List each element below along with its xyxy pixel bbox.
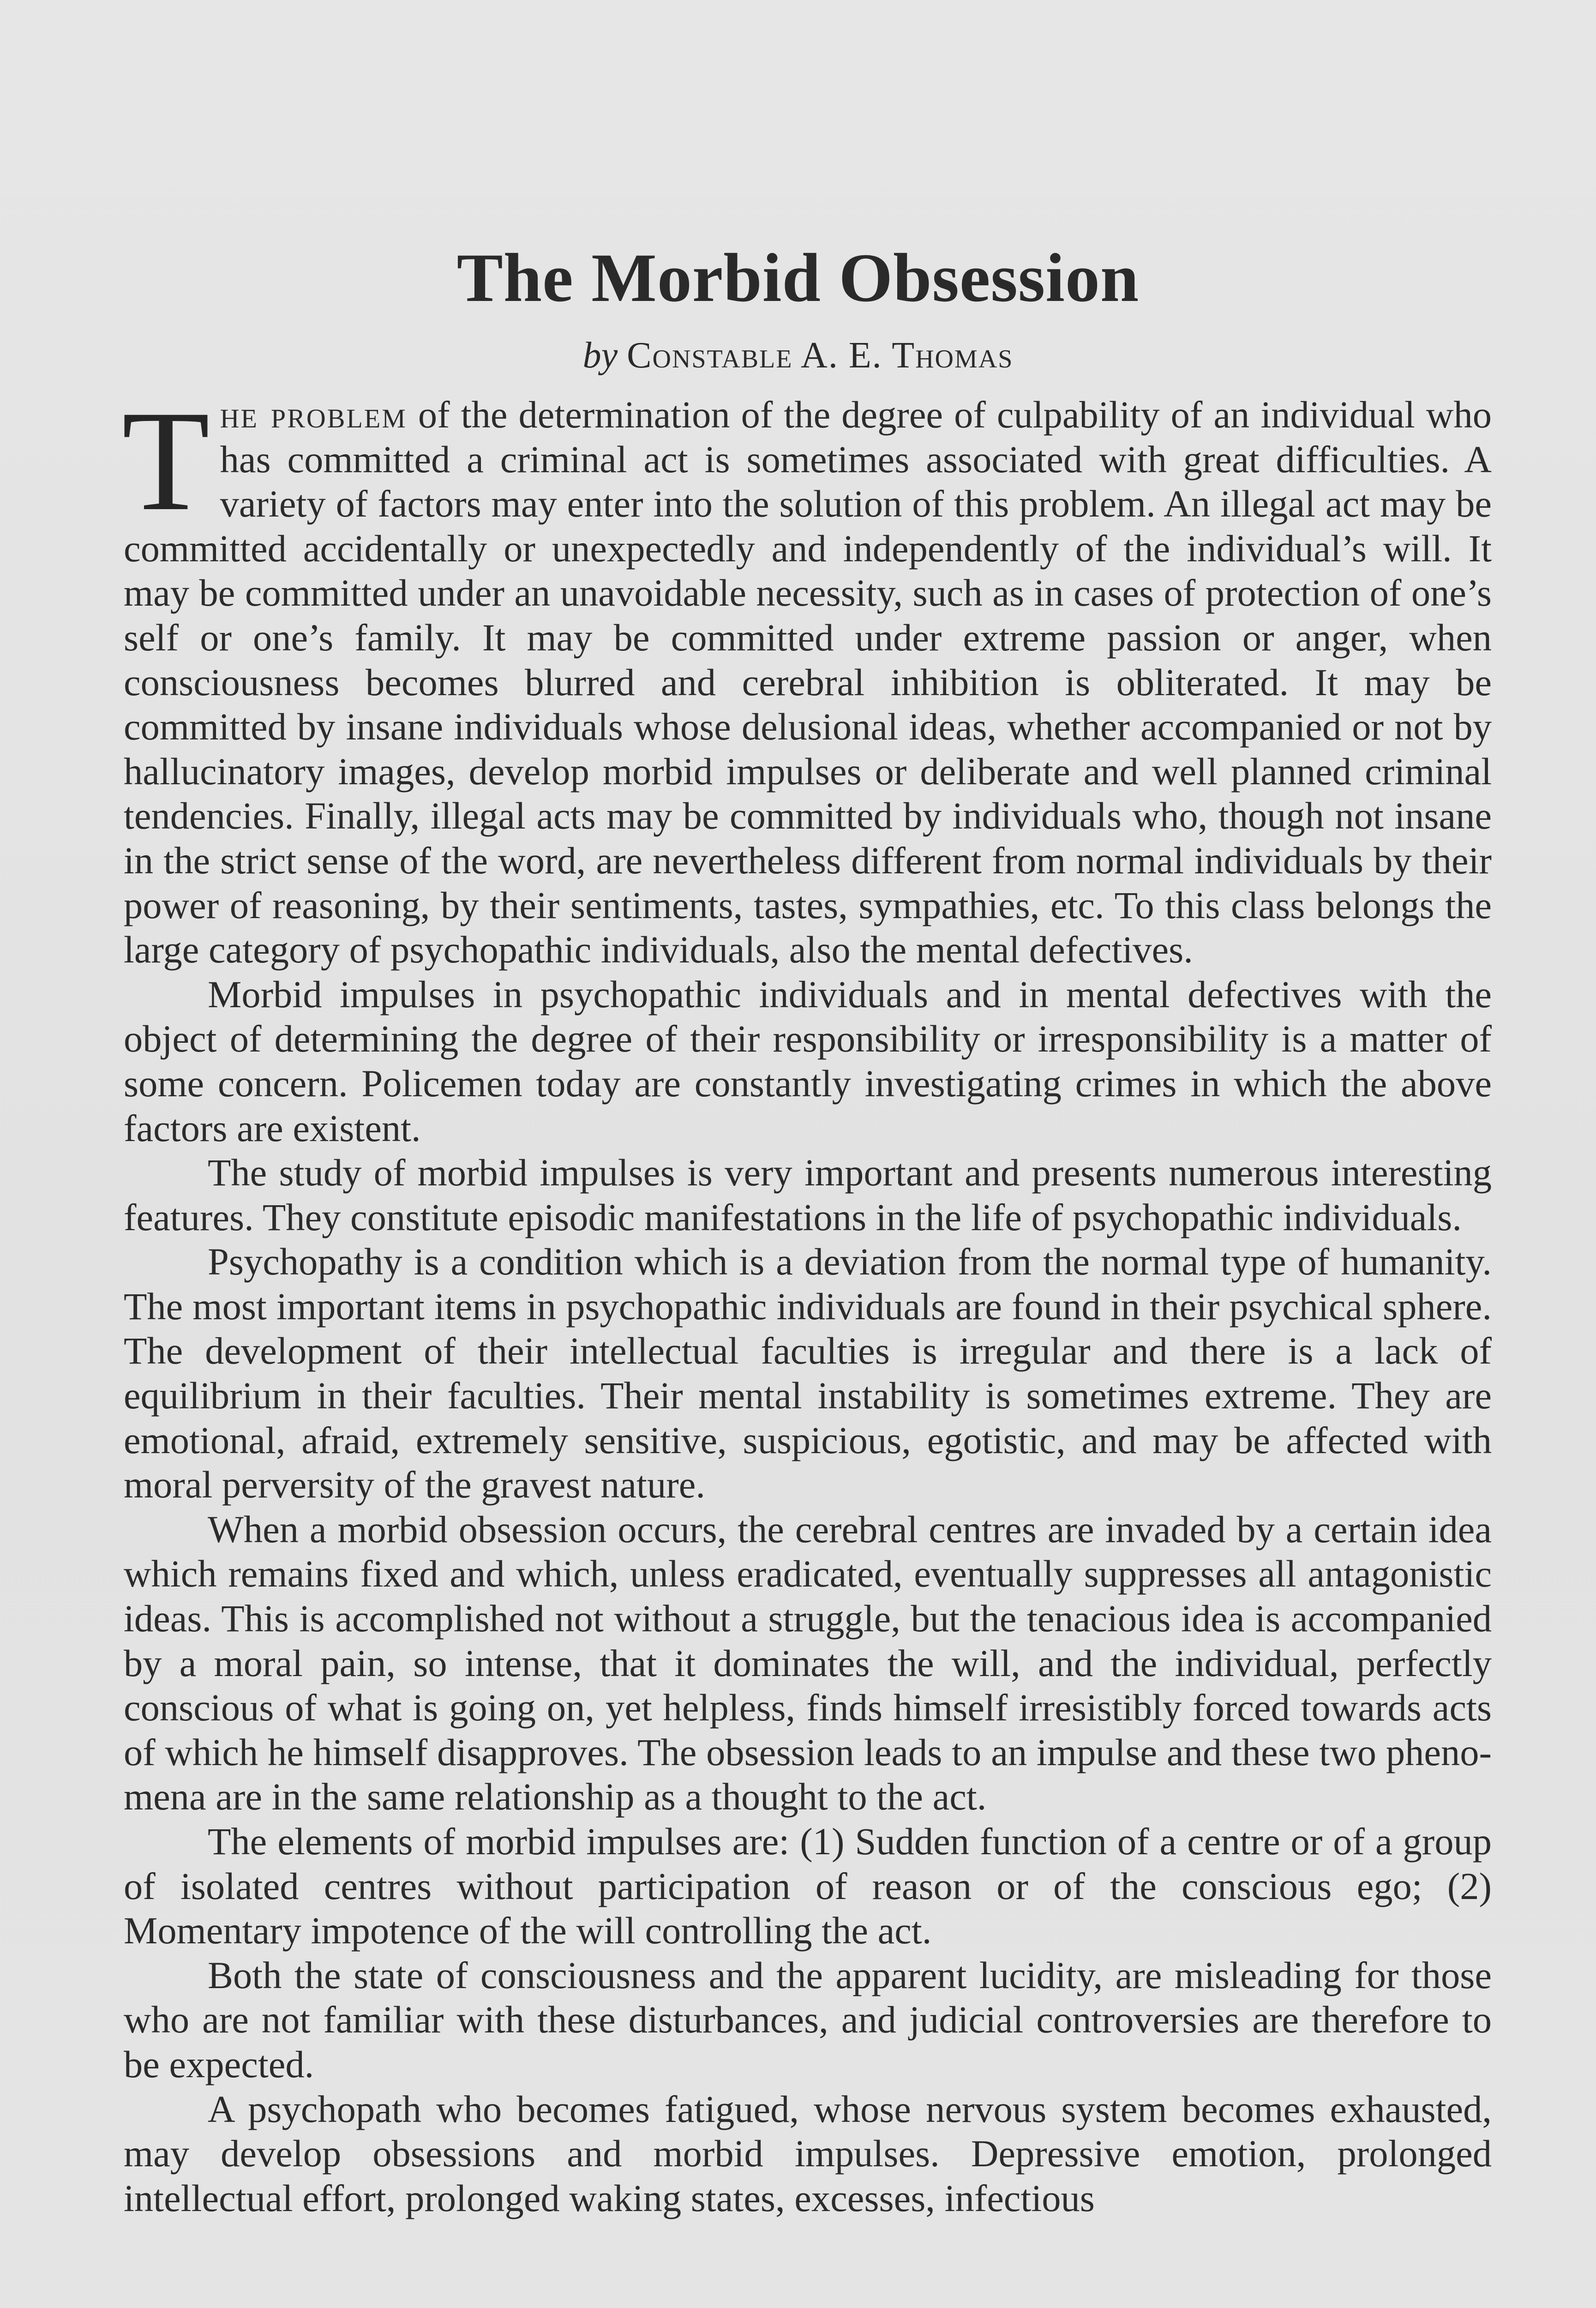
paragraph: The study of morbid impulses is very important and presents numerous interesting features. They constitute episodic manifestations in the life of psychopathic individuals. [124, 1151, 1492, 1238]
article-title: The Morbid Obsession [456, 240, 1140, 316]
paragraph: Psychopathy is a condition which is a deviation from the normal type of humanity. The most important items in psychopathic individuals are found in their psychical sphere. The development of their intellectual faculties is irregular and there is a lack of equilibrium in their faculties. Their mental instability is sometimes extreme. They are emotional, afraid, extremely sensitive, suspicious, egotistic, and may be affected with moral perversity of the gravest nature. [124, 1240, 1492, 1506]
drop-cap: T [122, 381, 210, 541]
byline [0, 333, 1596, 378]
article-body [122, 381, 1492, 2220]
paragraph: Both the state of consciousness and the apparent lucidity, are misleading for those who are not familiar with these disturbances, and judicial controversies are therefore to be expected. [124, 1953, 1492, 2086]
paragraph: A psychopath who becomes fatigued, whose nervous system becomes exhausted, may develop obsessions and morbid impulses. Depressive emotion, prolonged intellectual effort, prolonged waking states, excesses, infectious [124, 2087, 1492, 2219]
paragraph: The elements of morbid impulses are: (1) Sudden function of a centre or of a group of isolated centres without participation of reason or of the conscious ego; (2) Momentary impotence of the will controlling the act. [124, 1820, 1492, 1952]
byline-prefix: by [582, 335, 618, 376]
opening-small-caps: he problem [220, 393, 407, 436]
paragraph-text: of the determination of the degree of culpability of an individual who has committed a criminal act is sometimes associated with great difficulties. A variety of factors may enter into the solution of this problem. An illegal act may be committed accidentally or unexpectedly and independently of the individual’s will. It may be committed under an unavoidable necessity, such as in cases of protection of one’s self or one’s family. It may be committed under extreme passion or anger, when consciousness becomes blurred and cerebral inhibition is obliterated. It may be committed by insane individuals whose delusional ideas, whether accompanied or not by hallucinatory images, develop morbid impulses or deliberate and well planned criminal tendencies. Finally, illegal acts may be committed by individuals who, though not insane in the strict sense of the word, are nevertheless different from normal individuals by their power of reasoning, by their sentiments, tastes, sympathies, etc. To this class belongs the large category of psychopathic individuals, also the mental defectives. [124, 393, 1492, 971]
paragraph: When a morbid obsession occurs, the cerebral centres are invaded by a certain idea which remains fixed and which, unless eradicated, eventually suppresses all antagonistic ideas. This is accomplished not without a struggle, but the tenacious idea is accompanied by a moral pain, so intense, that it dominates the will, and the individual, perfectly conscious of what is going on, yet helpless, finds himself irresistibly forced towards acts of which he himself disapproves. The obsession leads to an impulse and these two phenomena are in the same relationship as a thought to the act. [124, 1508, 1492, 1818]
paragraph: Morbid impulses in psychopathic individuals and in mental defectives with the object of determining the degree of their responsibility or irresponsibility is a matter of some concern. Policemen today are constantly investigating crimes in which the above factors are existent. [124, 973, 1492, 1149]
paragraph [122, 381, 1492, 972]
author-name: Constable A. E. Thomas [627, 335, 1014, 376]
